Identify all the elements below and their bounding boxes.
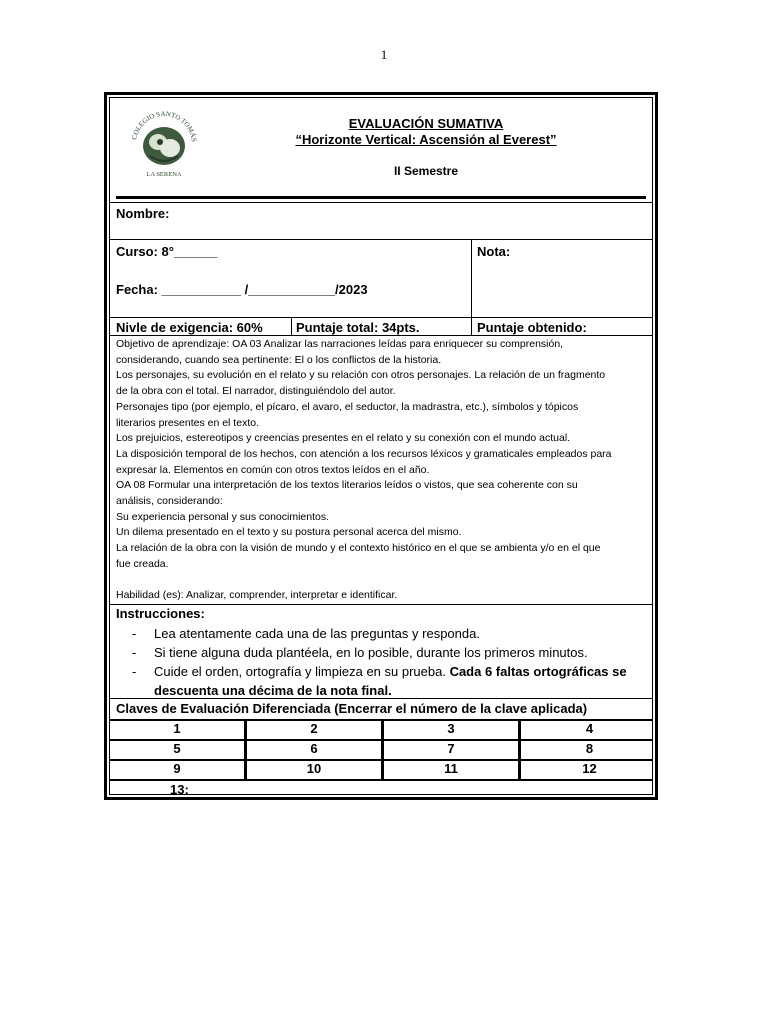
page-number: 1 bbox=[380, 47, 388, 62]
form-subtitle-text: “Horizonte Vertical: Ascensión al Everest” bbox=[295, 132, 557, 147]
clave-13-label[interactable]: 13: bbox=[170, 782, 189, 797]
skills-line: Habilidad (es): Analizar, comprender, interpretar e identificar. bbox=[116, 589, 398, 602]
instruction-item bbox=[110, 662, 658, 700]
claves-title: Claves de Evaluación Diferenciada (Encerrar el número de la clave aplicada) bbox=[116, 701, 588, 716]
evaluation-form bbox=[104, 92, 658, 800]
clave-cell[interactable]: 4 bbox=[585, 721, 594, 736]
instruction-item-emphasis: Cada 6 faltas ortográficas se descuenta una décima de la nota final. bbox=[154, 664, 627, 698]
objective-line: Un dilema presentado en el texto y su postura personal acerca del mismo. bbox=[116, 526, 462, 539]
clave-cell[interactable]: 6 bbox=[310, 741, 318, 756]
clave-cell[interactable]: 2 bbox=[310, 721, 318, 736]
objective-line bbox=[116, 573, 648, 589]
objective-line: Personajes tipo (por ejemplo, el pícaro, el avaro, el seductor, la madrastra, etc.), símbolos y tópicos bbox=[116, 400, 579, 413]
form-inner-border bbox=[109, 97, 653, 795]
objective-line: literarios presentes en el texto. bbox=[116, 416, 259, 429]
puntaje-obtenido-label: Puntaje obtenido: bbox=[477, 320, 587, 335]
nota-label: Nota: bbox=[477, 244, 511, 259]
objective-line: La relación de la obra con la visión de mundo y el contexto histórico en el que se ambienta y/o en el que bbox=[116, 542, 601, 555]
objective-line: expresar la. Elementos en común con otros textos leídos en el año. bbox=[116, 463, 430, 476]
objective-line: OA 08 Formular una interpretación de los textos literarios leídos o vistos, que sea coherente con su bbox=[116, 479, 578, 492]
exigencia-label: Nivle de exigencia: 60% bbox=[116, 320, 263, 335]
clave-cell[interactable]: 7 bbox=[447, 741, 455, 756]
clave-cell[interactable]: 9 bbox=[173, 761, 181, 776]
clave-cell[interactable]: 12 bbox=[582, 761, 597, 776]
objective-line: considerando, cuando sea pertinente: El o los conflictos de la historia. bbox=[116, 353, 442, 366]
instructions-title: Instrucciones: bbox=[116, 606, 205, 621]
objective-line: análisis, considerando: bbox=[116, 495, 223, 508]
form-subtitle bbox=[200, 132, 652, 147]
curso-field: Curso: 8°______ bbox=[116, 244, 218, 259]
logo-bottom-text: LA SERENA bbox=[146, 171, 182, 178]
fecha-field: Fecha: ___________ /____________/2023 bbox=[116, 282, 368, 297]
clave-cell[interactable]: 10 bbox=[306, 761, 322, 776]
school-logo bbox=[124, 104, 204, 180]
instruction-item: - Lea atentamente cada una de las preguntas y responda. bbox=[110, 624, 658, 643]
objective-line: La disposición temporal de los hechos, con atención a los recursos léxicos y gramaticales empleados para bbox=[116, 447, 612, 460]
semester: II Semestre bbox=[393, 164, 459, 178]
puntaje-total-label: Puntaje total: 34pts. bbox=[296, 320, 420, 335]
logo-top-text: COLEGIO SANTO TOMÁS bbox=[130, 109, 198, 143]
learning-objectives bbox=[116, 337, 648, 604]
clave-cell[interactable]: 5 bbox=[173, 741, 181, 756]
clave-cell[interactable]: 11 bbox=[444, 761, 458, 776]
objective-line: fue creada. bbox=[116, 557, 169, 570]
clave-cell[interactable]: 8 bbox=[585, 741, 594, 756]
objective-line: de la obra con el total. El narrador, distinguiéndolo del autor. bbox=[116, 385, 396, 398]
instruction-item-text: Cuide el orden, ortografía y limpieza en su prueba. bbox=[154, 664, 450, 679]
clave-cell[interactable]: 1 bbox=[173, 721, 181, 736]
objective-line: Objetivo de aprendizaje: OA 03 Analizar las narraciones leídas para enriquecer su comprensión, bbox=[116, 338, 564, 350]
instruction-item: - Si tiene alguna duda plantéela, en lo posible, durante los primeros minutos. bbox=[110, 643, 658, 662]
form-title bbox=[200, 116, 652, 131]
clave-cell[interactable]: 3 bbox=[447, 721, 455, 736]
objective-line: Los personajes, su evolución en el relato y su relación con otros personajes. La relación de un fragmento bbox=[116, 369, 606, 382]
header-divider bbox=[116, 196, 646, 199]
objective-line: Los prejuicios, estereotipos y creencias presentes en el relato y su conexión con el mundo actual. bbox=[116, 432, 571, 445]
objective-line: Su experiencia personal y sus conocimientos. bbox=[116, 510, 330, 523]
form-title-text: EVALUACIÓN SUMATIVA bbox=[348, 116, 504, 131]
instructions-list bbox=[110, 624, 658, 700]
nombre-label: Nombre: bbox=[116, 206, 170, 221]
